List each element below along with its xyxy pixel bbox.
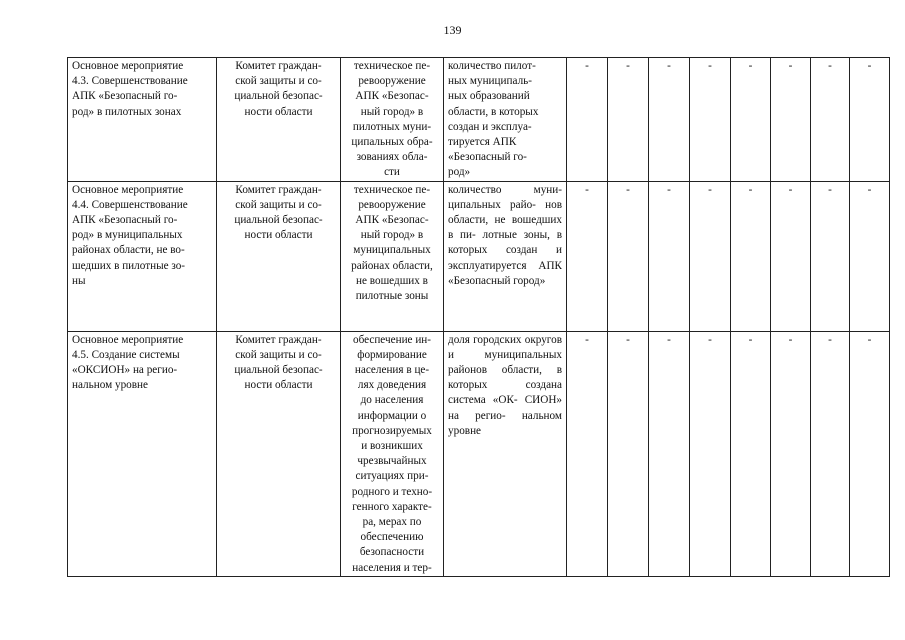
value-cell: - xyxy=(649,58,690,182)
indicator-cell: доля городских округов и муниципальных районов области, в которых создана система «ОК- СИОН» на регио- нальном уровне xyxy=(444,331,567,576)
value-cell: - xyxy=(690,181,731,331)
value-cell: - xyxy=(850,58,890,182)
table-row xyxy=(68,181,890,331)
measures-table xyxy=(67,57,890,577)
page-number: 139 xyxy=(443,23,462,37)
value-cell: - xyxy=(608,58,649,182)
value-cell: - xyxy=(567,181,608,331)
measure-name-cell: Основное мероприятие 4.5. Создание системы «ОКСИОН» на регио- нальном уровне xyxy=(68,331,217,576)
executor-cell: Комитет граждан- ской защиты и со- циальной безопас- ности области xyxy=(217,181,341,331)
value-cell: - xyxy=(608,181,649,331)
value-cell: - xyxy=(731,331,771,576)
result-cell: техническое пе- ревооружение АПК «Безопас- ный город» в муниципальных районах области, не вошедших в пилотные зоны xyxy=(341,181,444,331)
value-cell: - xyxy=(690,58,731,182)
value-cell: - xyxy=(850,331,890,576)
indicator-cell: количество пилот- ных муниципаль- ных образований области, в которых создан и эксплуа- тируется АПК «Безопасный го- род» xyxy=(444,58,567,182)
table-row xyxy=(68,331,890,576)
value-cell: - xyxy=(811,331,850,576)
result-cell: техническое пе- ревооружение АПК «Безопас- ный город» в пилотных муни- ципальных обра- зованиях обла- сти xyxy=(341,58,444,182)
table-row xyxy=(68,58,890,182)
measure-name-cell: Основное мероприятие 4.3. Совершенствование АПК «Безопасный го- род» в пилотных зонах xyxy=(68,58,217,182)
value-cell: - xyxy=(771,58,811,182)
value-cell: - xyxy=(567,58,608,182)
value-cell: - xyxy=(771,181,811,331)
executor-cell: Комитет граждан- ской защиты и со- циальной безопас- ности области xyxy=(217,331,341,576)
executor-cell: Комитет граждан- ской защиты и со- циальной безопас- ности области xyxy=(217,58,341,182)
value-cell: - xyxy=(731,181,771,331)
value-cell: - xyxy=(731,58,771,182)
value-cell: - xyxy=(811,181,850,331)
value-cell: - xyxy=(608,331,649,576)
value-cell: - xyxy=(771,331,811,576)
value-cell: - xyxy=(649,331,690,576)
value-cell: - xyxy=(850,181,890,331)
measure-name-cell: Основное мероприятие 4.4. Совершенствование АПК «Безопасный го- род» в муниципальных районах области, не во- шедших в пилотные зо- ны xyxy=(68,181,217,331)
result-cell: обеспечение ин- формирование населения в це- лях доведения до населения информации о прогнозируемых и возникших чрезвычайных ситуациях при- родного и техно- генного характе- ра, мерах по обеспечению безопасности населения и тер- xyxy=(341,331,444,576)
value-cell: - xyxy=(811,58,850,182)
value-cell: - xyxy=(567,331,608,576)
value-cell: - xyxy=(690,331,731,576)
value-cell: - xyxy=(649,181,690,331)
indicator-cell: количество муни- ципальных райо- нов области, не вошедших в пи- лотные зоны, в которых создан и эксплуатируется АПК «Безопасный город» xyxy=(444,181,567,331)
